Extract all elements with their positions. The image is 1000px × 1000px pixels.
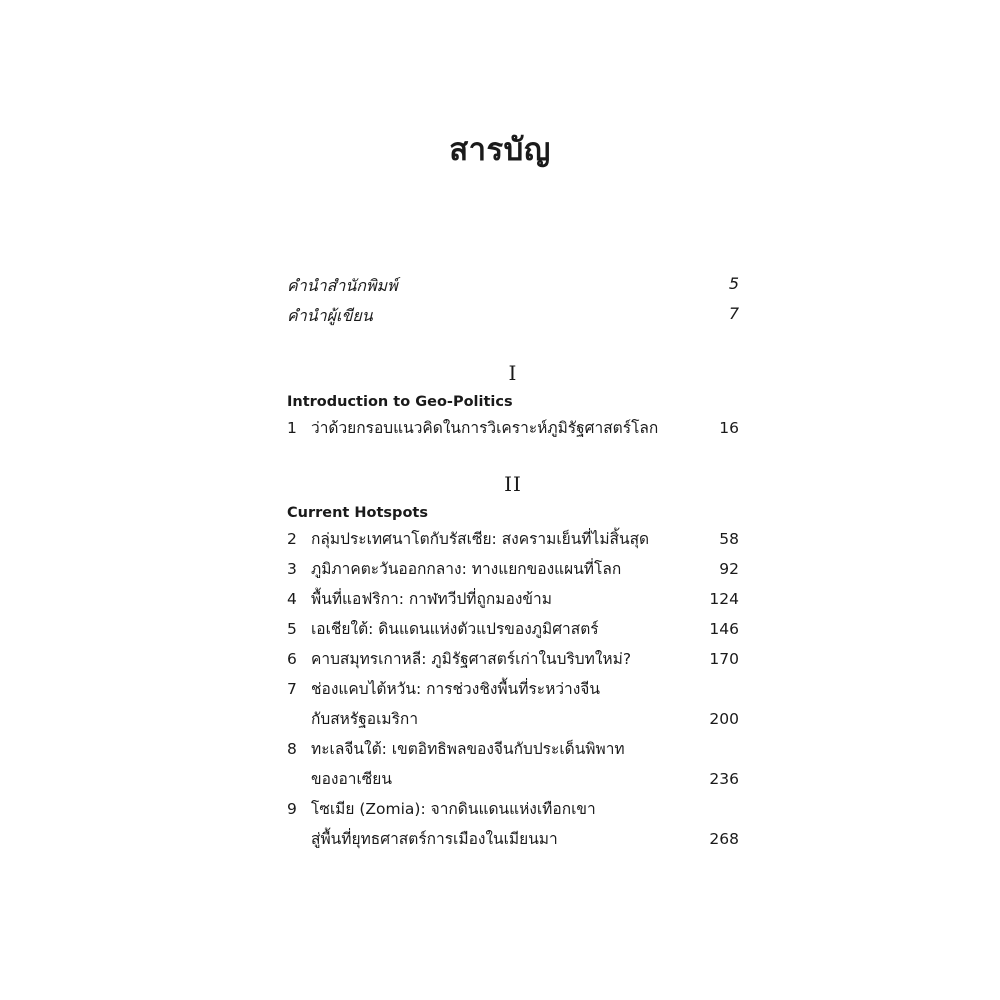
front-matter-row bbox=[287, 300, 739, 330]
part-numeral: I bbox=[508, 361, 518, 385]
toc-entry bbox=[287, 794, 739, 854]
entry-title: ว่าด้วยกรอบแนวคิดในการวิเคราะห์ภูมิรัฐศาสตร์โลก bbox=[311, 419, 659, 437]
entry-title-continued: กับสหรัฐอเมริกา bbox=[311, 710, 419, 728]
entry-title-continued: สู่พื้นที่ยุทธศาสตร์การเมืองในเมียนมา bbox=[311, 830, 558, 848]
entry-page: 170 bbox=[709, 650, 739, 668]
entry-title: พื้นที่แอฟริกา: กาฬทวีปที่ถูกมองข้าม bbox=[311, 590, 552, 608]
entry-number: 2 bbox=[287, 530, 297, 548]
toc-entry bbox=[287, 554, 739, 584]
entry-title: ภูมิภาคตะวันออกกลาง: ทางแยกของแผนที่โลก bbox=[311, 560, 622, 578]
toc-entry bbox=[287, 674, 739, 734]
toc-entry bbox=[287, 524, 739, 554]
entry-number: 8 bbox=[287, 740, 297, 758]
toc-entry bbox=[287, 644, 739, 674]
entry-title: คาบสมุทรเกาหลี: ภูมิรัฐศาสตร์เก่าในบริบทใหม่? bbox=[311, 650, 632, 668]
entry-page: 200 bbox=[709, 710, 739, 728]
toc-entry bbox=[287, 584, 739, 614]
part-numeral: II bbox=[504, 472, 522, 496]
entry-page: 146 bbox=[709, 620, 739, 638]
front-matter-page: 5 bbox=[728, 274, 739, 293]
entry-number: 4 bbox=[287, 590, 297, 608]
entry-page: 58 bbox=[719, 530, 739, 548]
entry-title: ทะเลจีนใต้: เขตอิทธิพลของจีนกับประเด็นพิพาท bbox=[311, 740, 625, 758]
entry-number: 9 bbox=[287, 800, 297, 818]
entry-title-continued: ของอาเซียน bbox=[311, 770, 392, 788]
front-matter-label: คำนำสำนักพิมพ์ bbox=[287, 276, 398, 295]
part-heading: Current Hotspots bbox=[287, 505, 428, 521]
entry-number: 7 bbox=[287, 680, 297, 698]
entry-title: เอเชียใต้: ดินแดนแห่งตัวแปรของภูมิศาสตร์ bbox=[311, 620, 599, 638]
entry-title: กลุ่มประเทศนาโตกับรัสเซีย: สงครามเย็นที่ไม่สิ้นสุด bbox=[311, 530, 650, 548]
front-matter-page: 7 bbox=[728, 304, 739, 323]
toc-entry bbox=[287, 614, 739, 644]
toc-entry bbox=[287, 734, 739, 794]
entry-number: 3 bbox=[287, 560, 297, 578]
toc-entry bbox=[287, 413, 739, 443]
entry-title: โซเมีย (Zomia): จากดินแดนแห่งเทือกเขา bbox=[311, 800, 596, 818]
front-matter-row bbox=[287, 270, 739, 300]
entry-page: 236 bbox=[709, 770, 739, 788]
entry-page: 92 bbox=[719, 560, 739, 578]
entry-page: 16 bbox=[719, 419, 739, 437]
entry-title: ช่องแคบไต้หวัน: การช่วงชิงพื้นที่ระหว่างจีน bbox=[311, 680, 600, 698]
page-title: สารบัญ bbox=[449, 132, 551, 168]
part-heading: Introduction to Geo-Politics bbox=[287, 394, 513, 410]
entry-number: 5 bbox=[287, 620, 297, 638]
entry-page: 124 bbox=[709, 590, 739, 608]
entry-number: 6 bbox=[287, 650, 297, 668]
front-matter-label: คำนำผู้เขียน bbox=[287, 306, 373, 325]
entry-page: 268 bbox=[709, 830, 739, 848]
entry-number: 1 bbox=[287, 419, 297, 437]
table-of-contents bbox=[287, 270, 739, 854]
